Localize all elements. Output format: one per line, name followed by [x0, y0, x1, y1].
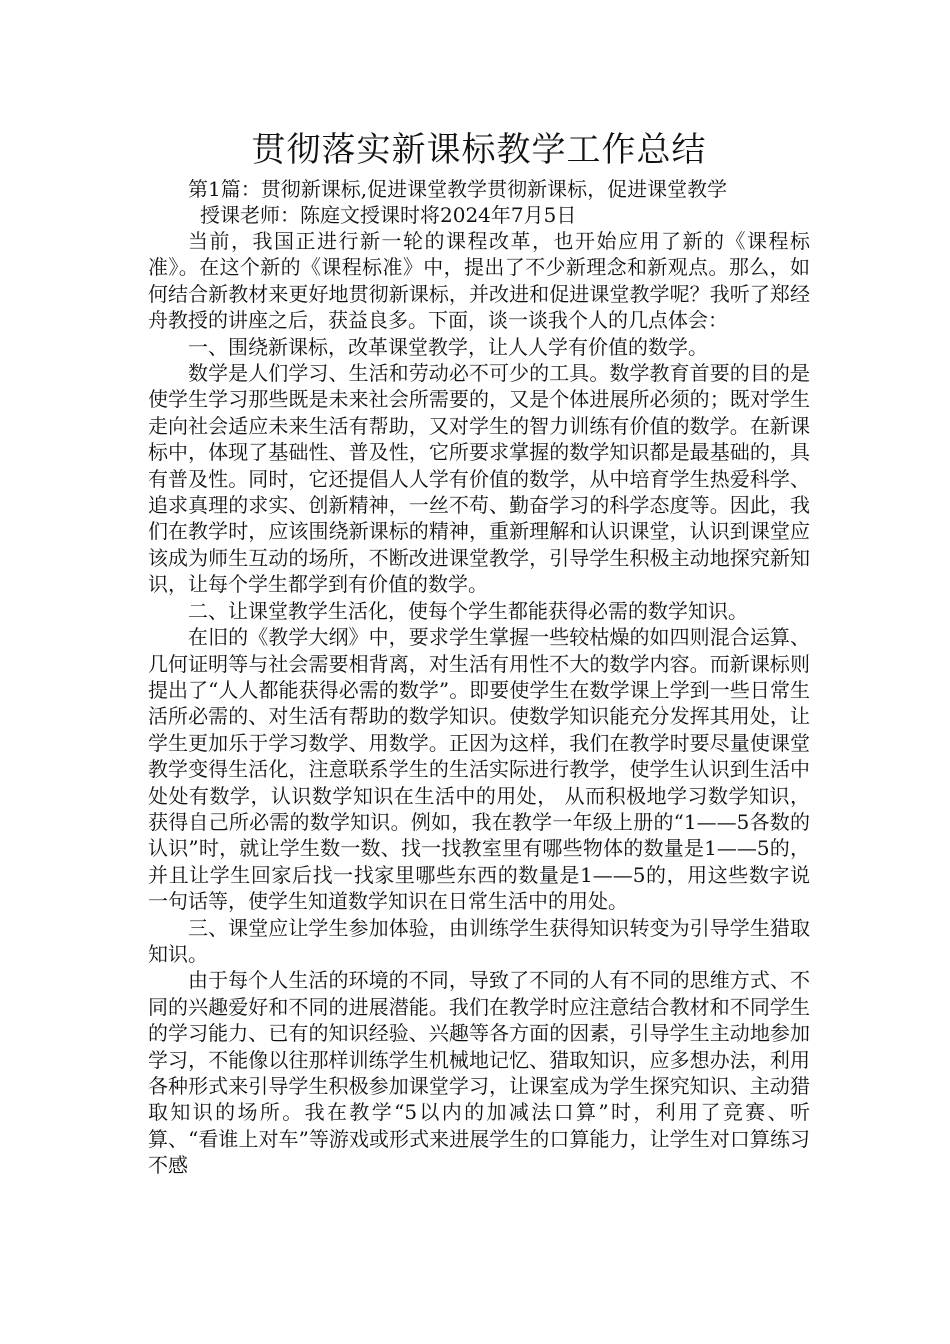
document-subtitle: 第1篇：贯彻新课标,促进课堂教学贯彻新课标，促进课堂教学	[188, 177, 728, 201]
document-page	[148, 128, 810, 1179]
paragraph-section-2: 在旧的《教学大纲》中，要求学生掌握一些较枯燥的如四则混合运算、几何证明等与社会需要相背离，对生活有用性不大的数学内容。而新课标则提出了“人人都能获得必需的数学”。即要使学生在数学课上学到一些日常生活所必需的、对生活有帮助的数学知识。使数学知识能充分发挥其用处，让学生更加乐于学习数学、用数学。正因为这样，我们在教学时要尽量使课堂教学变得生活化，注意联系学生的生活实际进行教学，使学生认识到生活中处处有数学，认识数学知识在生活中的用处， 从而积极地学习数学知识，获得自己所必需的数学知识。例如，我在教学一年级上册的“1——5各数的认识”时，就让学生数一数、找一找教室里有哪些物体的数量是1——5的，并且让学生回家后找一找家里哪些东西的数量是1——5的，用这些数字说一句话等，使学生知道数学知识在日常生活中的用处。	[148, 625, 810, 914]
document-byline: 授课老师：陈庭文授课时将2024年7月5日	[200, 203, 577, 227]
paragraph-section-1: 数学是人们学习、生活和劳动必不可少的工具。数学教育首要的目的是使学生学习那些既是未来社会所需要的，又是个体进展所必须的；既对学生走向社会适应未来生活有帮助，又对学生的智力训练有价值的数学。在新课标中，体现了基础性、普及性，它所要求掌握的数学知识都是最基础的，具有普及性。同时，它还提倡人人学有价值的数学，从中培育学生热爱科学、追求真理的求实、创新精神，一丝不苟、勤奋学习的科学态度等。因此，我们在教学时，应该围绕新课标的精神，重新理解和认识课堂，认识到课堂应该成为师生互动的场所，不断改进课堂教学，引导学生积极主动地探究新知识，让每个学生都学到有价值的数学。	[148, 361, 810, 597]
section-heading-3: 三、课堂应让学生参加体验，由训练学生获得知识转变为引导学生猎取知识。	[148, 915, 810, 966]
paragraph-intro: 当前，我国正进行新一轮的课程改革，也开始应用了新的《课程标准》。在这个新的《课程标准》中，提出了不少新理念和新观点。那么，如何结合新教材来更好地贯彻新课标，并改进和促进课堂教学呢？我听了郑经舟教授的讲座之后，获益良多。下面，谈一谈我个人的几点体会：	[148, 229, 810, 333]
section-heading-1: 一、围绕新课标，改革课堂教学，让人人学有价值的数学。	[188, 334, 708, 359]
section-heading-2: 二、让课堂教学生活化，使每个学生都能获得必需的数学知识。	[188, 598, 748, 623]
document-title: 贯彻落实新课标教学工作总结	[251, 130, 707, 170]
paragraph-section-3: 由于每个人生活的环境的不同，导致了不同的人有不同的思维方式、不同的兴趣爱好和不同的进展潜能。我们在教学时应注意结合教材和不同学生的学习能力、已有的知识经验、兴趣等各方面的因素，引导学生主动地参加学习，不能像以往那样训练学生机械地记忆、猎取知识，应多想办法，利用各种形式来引导学生积极参加课堂学习，让课室成为学生探究知识、主动猎取知识的场所。我在教学“5以内的加减法口算”时，利用了竞赛、听算、“看谁上对车”等游戏或形式来进展学生的口算能力，让学生对口算练习不感	[148, 968, 810, 1178]
